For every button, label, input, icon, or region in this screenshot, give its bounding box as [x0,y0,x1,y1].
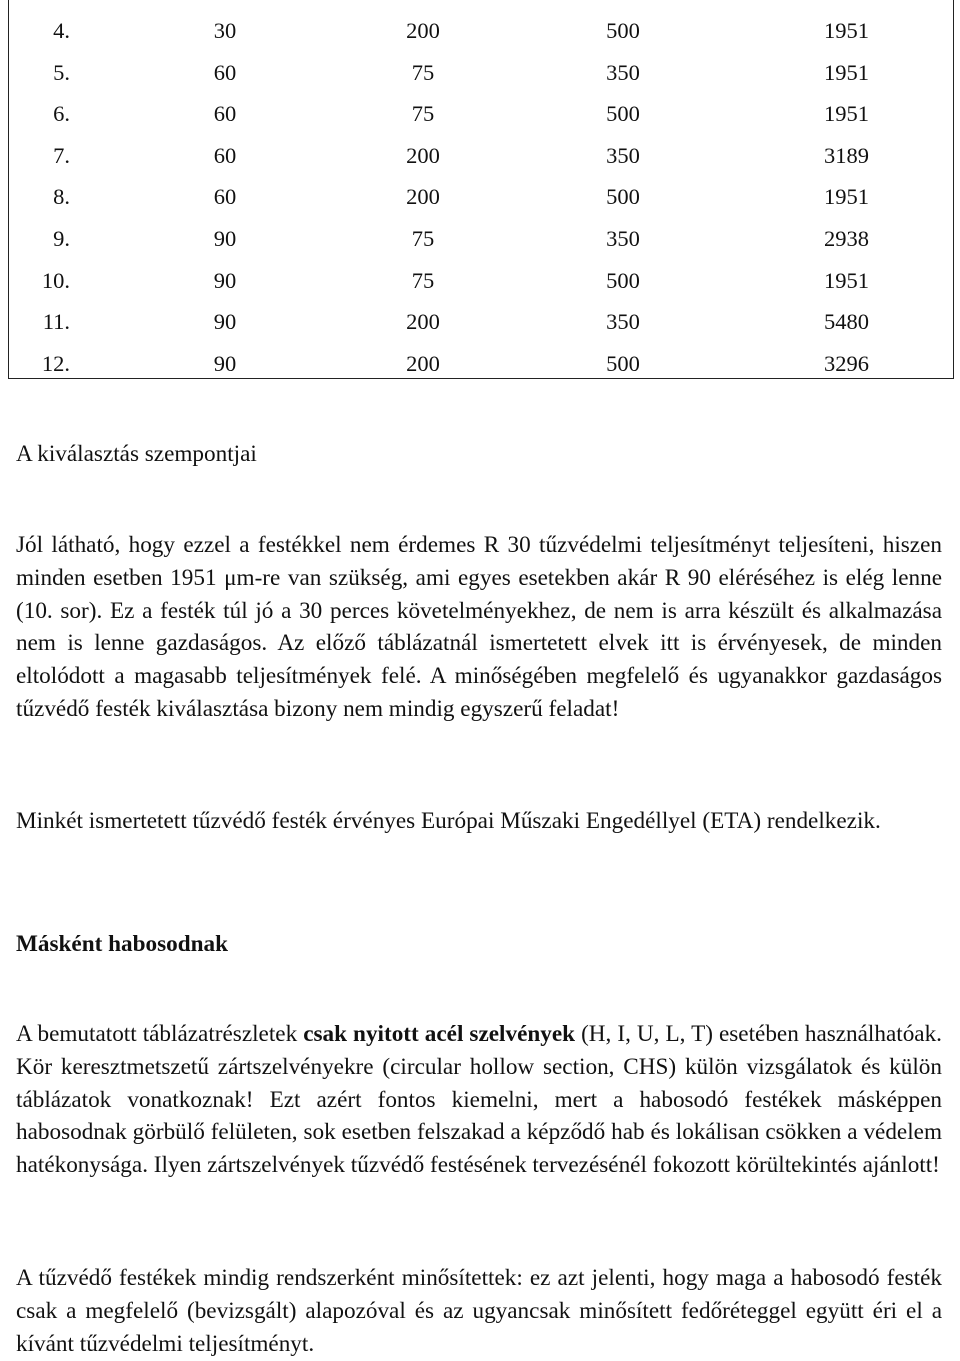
table-cell-col-1-value: 60 [213,142,237,168]
table-cell-col-1-value: 90 [213,309,237,335]
table-cell-col-2-value: 75 [411,267,435,293]
table-row [9,10,953,52]
paragraph-system-qualification: A tűzvédő festékek mindig rendszerként minősítettek: ez azt jelenti, hogy maga a habosodó festék csak a megfelelő (bevizsgált) alapozóval és az ugyancsak minősített fedőréteggel együtt éri el a kívánt tűzvédelmi teljesítményt. [16,1265,942,1357]
row-number-text: 6. [53,101,70,127]
table-cell-col-2-value: 200 [406,184,440,210]
paragraph-eta-approval: Minkét ismertetett tűzvédő festék érvényes Európai Műszaki Engedéllyel (ETA) rendelkezik. [16,808,881,834]
table-cell-col-2-value: 200 [406,350,440,376]
table-cell-thickness-value: 5480 [824,309,869,335]
table-cell-col-3-value: 500 [606,18,640,43]
table-cell-thickness-value: 3189 [824,142,869,168]
table-cell-col-1-value: 90 [213,225,237,251]
table-cell-col-3-value: 350 [606,59,640,85]
section-heading-different-foaming: Másként habosodnak [16,931,228,957]
table-cell-col-3-value: 350 [606,225,640,251]
table-cell-col-3-value: 500 [606,184,640,210]
table-cell-col-3-value: 350 [606,309,640,335]
table-cell-thickness-value: 1951 [824,184,869,210]
paragraph-open-sections-text-1: A bemutatott táblázatrészletek [16,1021,304,1047]
table-cell-thickness-value: 2938 [824,225,869,251]
table-row [9,301,953,343]
table-cell-col-2-value: 200 [406,18,440,43]
table-cell-col-3-value: 500 [606,267,640,293]
paragraph-selection-analysis: Jól látható, hogy ezzel a festékkel nem érdemes R 30 tűzvédelmi teljesítményt teljesíteni, hiszen minden esetben 1951 μm-re van szükség, ami egyes esetekben akár R 90 eléréséhez is elég lenne (10. sor). Ez a festék túl jó a 30 perces követelményekhez, de nem is arra készült és alkalmazása nem is lenne gazdaságos. Az előző táblázatnál ismertetett elvek itt is érvényesek, de minden eltolódott a magasabb teljesítmények felé. A minőségében megfelelő és ugyanakkor gazdaságos tűzvédő festék kiválasztása bizony nem mindig egyszerű feladat! [16,532,942,722]
table-cell-col-1-value: 90 [213,267,237,293]
table-cell-col-2-value: 200 [406,309,440,335]
table-cell-col-2-value: 75 [411,59,435,85]
paragraph-open-sections [16,1018,942,1182]
table-row [9,343,953,385]
row-number-text: 12. [41,350,70,376]
table-cell-col-3-value: 350 [606,142,640,168]
table-body [9,10,953,384]
row-number-text: 4. [53,18,70,43]
table-cell-col-1-value: 60 [213,101,237,127]
row-number-text: 5. [53,59,70,85]
table-cell-thickness-value: 3296 [824,350,869,376]
section-heading-selection-criteria: A kiválasztás szempontjai [16,441,257,467]
table-row [9,218,953,260]
data-table [8,0,954,379]
table-cell-thickness-value: 1951 [824,267,869,293]
row-number-text: 8. [53,184,70,210]
table-cell-thickness-value: 1951 [824,59,869,85]
table-row [9,176,953,218]
table-row [9,260,953,302]
row-number-text: 11. [42,309,70,335]
table-cell-col-2-value: 75 [411,225,435,251]
table-row [9,93,953,135]
table-cell-thickness-value: 1951 [824,101,869,127]
table-cell-col-1-value: 60 [213,59,237,85]
table-row [9,135,953,177]
paragraph-open-sections-bold: csak nyitott acél szelvények [303,1021,576,1047]
table-cell-thickness-value: 1951 [824,18,869,43]
row-number-text: 9. [53,225,70,251]
table-cell-col-3-value: 500 [606,101,640,127]
row-number-text: 7. [53,142,70,168]
row-number-text: 10. [41,267,70,293]
paragraph-open-sections-text-2: (H, I, U, L, T) esetében használhatóak. Kör keresztmetszetű zártszelvényekre (circular hollow section, CHS) külön vizsgálatok és külön táblázatok vonatkoznak! Ezt azért fontos kiemelni, mert a habosodó festékek másképpen habosodnak görbülő felületen, sok esetben felszakad a képződő hab és lokálisan csökken a védelem hatékonysága. Ilyen zártszelvények tűzvédő festésének tervezésénél fokozott körültekintés ajánlott! [16,1021,942,1179]
table-cell-col-1-value: 90 [213,350,237,376]
table-cell-col-2-value: 200 [406,142,440,168]
table-cell-col-3-value: 500 [606,350,640,376]
table-row [9,52,953,94]
table-cell-col-1-value: 60 [213,184,237,210]
table-cell-col-1-value: 30 [213,18,237,43]
table-cell-col-2-value: 75 [411,101,435,127]
